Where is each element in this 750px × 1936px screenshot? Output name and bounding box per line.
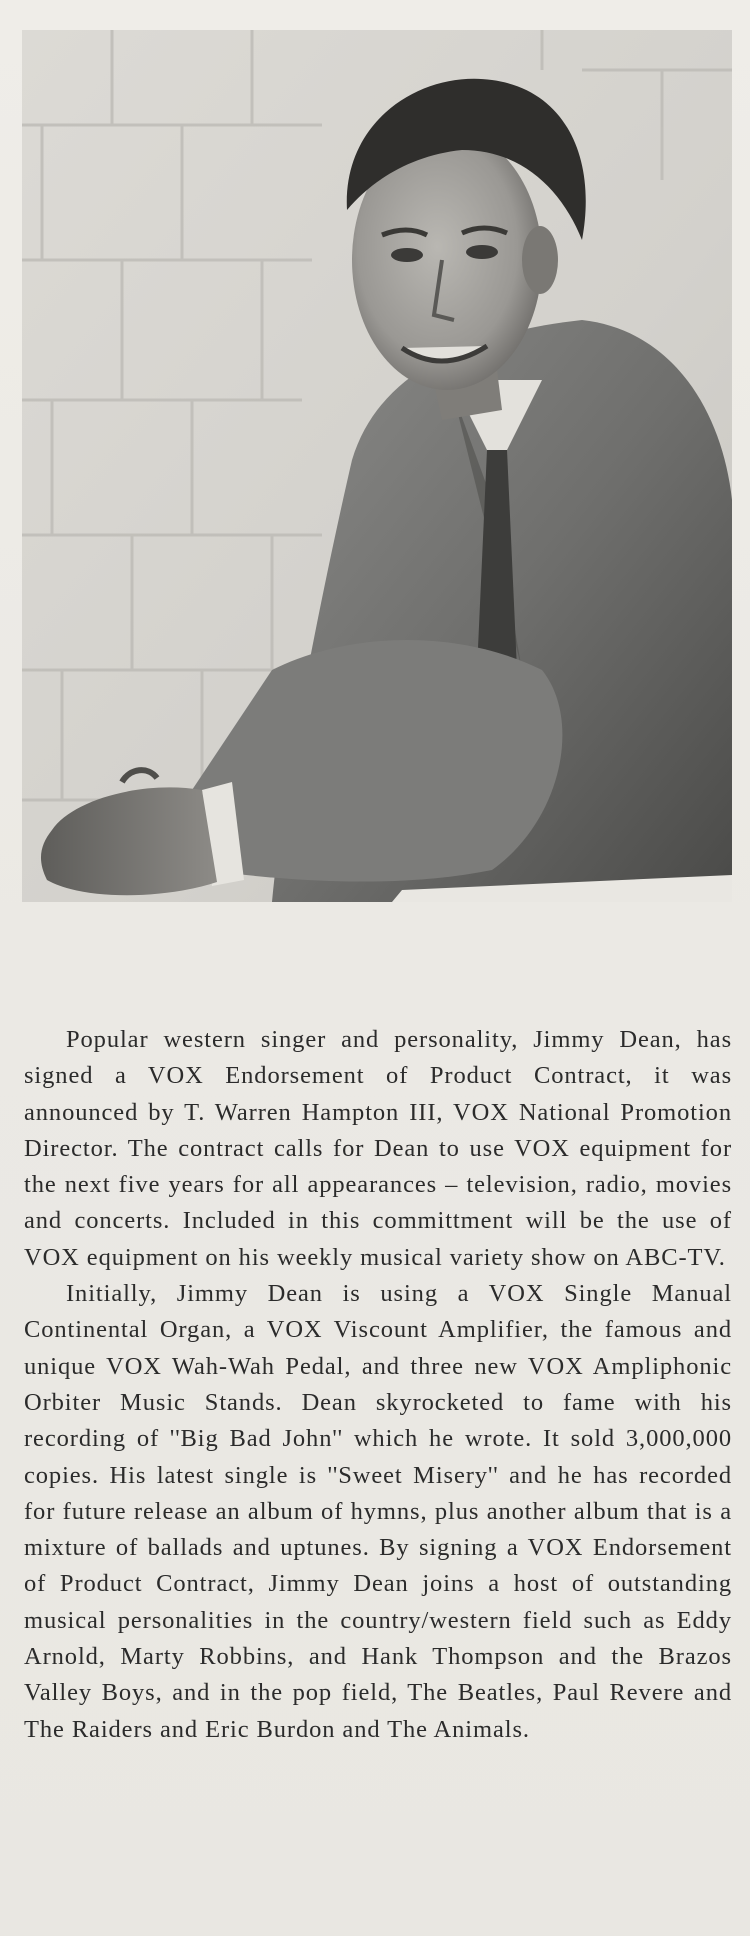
right-eye [466,245,498,259]
article-paragraph-2: Initially, Jimmy Dean is using a VOX Single Manual Continental Organ, a VOX Viscount Amplifier, the famous and unique VOX Wah-Wah Pedal, and three new VOX Ampliphonic Orbiter Music Stands. Dean skyrocketed to fame with his recording of ''Big Bad John'' which he wrote. It sold 3,000,000 copies. His latest single is ''Sweet Misery'' and he has recorded for future release an album of hymns, plus another album that is a mixture of ballads and uptunes. By signing a VOX Endorsement of Product Contract, Jimmy Dean joins a host of outstanding musical personalities in the country/western field such as Eddy Arnold, Marty Robbins, and Hank Thompson and the Brazos Valley Boys, and in the pop field, The Beatles, Paul Revere and The Raiders and Eric Burdon and The Animals. [24,1280,732,1743]
portrait-photo [22,30,732,902]
article-text [24,1022,732,1748]
left-eye [391,248,423,262]
portrait-illustration [22,30,732,902]
article-paragraph-1: Popular western singer and personality, Jimmy Dean, has signed a VOX Endorsement of Product Contract, it was announced by T. Warren Hampton III, VOX National Promotion Director. The contract calls for Dean to use VOX equipment for the next five years for all appearances – television, radio, movies and concerts. Included in this committment will be the use of VOX equipment on his weekly musical variety show on ABC-TV. [24,1026,732,1271]
ear [522,226,558,294]
